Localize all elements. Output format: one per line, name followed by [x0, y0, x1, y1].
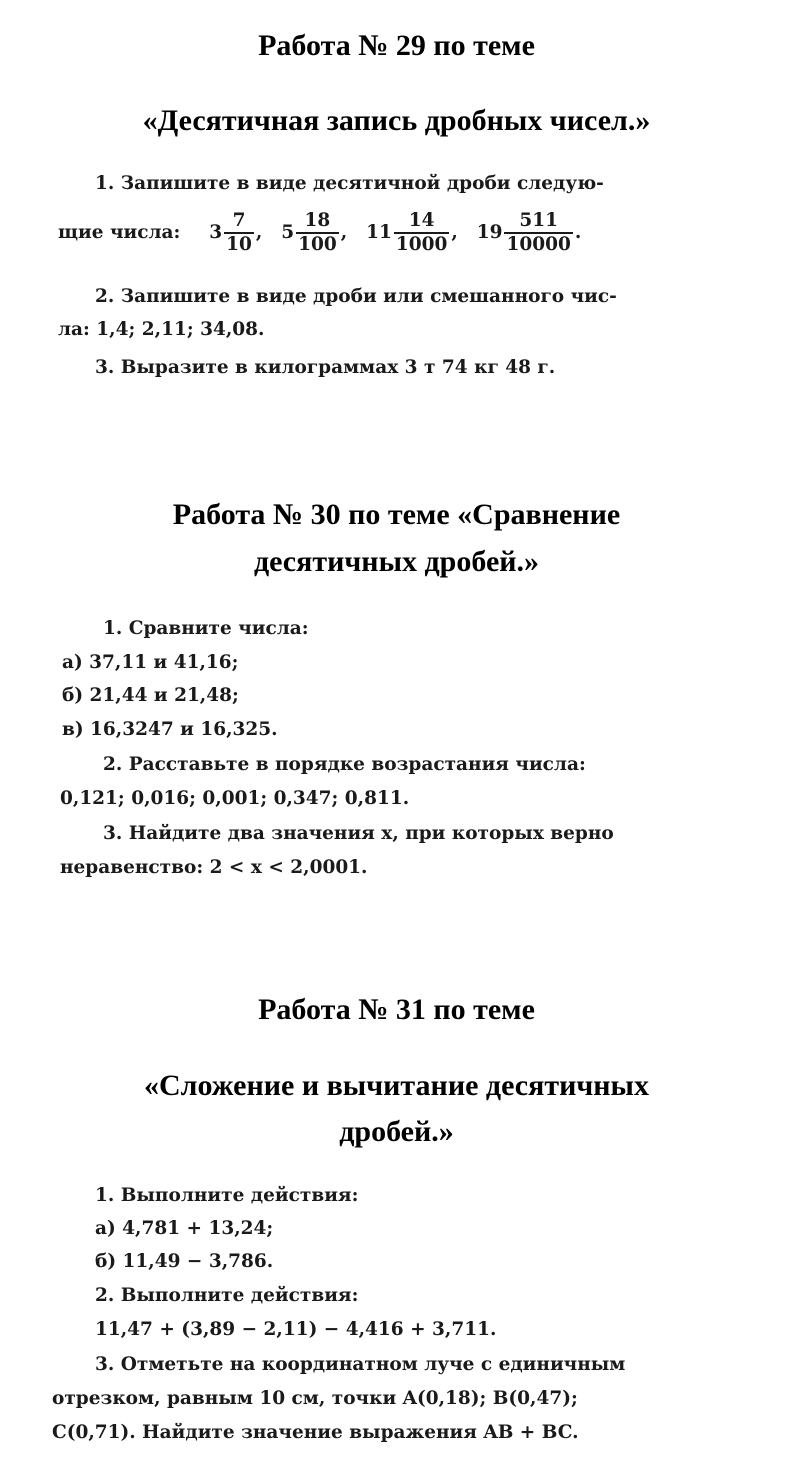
- work29-title-line2: «Десятичная запись дробных чисел.»: [142, 104, 651, 137]
- work31-task2: 2. Выполните действия:: [95, 1285, 359, 1306]
- work30-title-line2: десятичных дробей.»: [253, 545, 540, 578]
- fraction: $\frac{14}{1000}$: [395, 210, 448, 255]
- work29-task1-line1: [95, 172, 775, 196]
- work30-task2-line1: 2. Расставьте в порядке возрастания числа:: [103, 754, 586, 775]
- fraction-item: 11 $\frac{14}{1000}$ ,: [366, 210, 458, 255]
- work29-task2-line1: 2. Запишите в виде дроби или смешанного чис-: [95, 286, 617, 307]
- work30-title-line1: Работа № 30 по теме «Сравнение: [172, 498, 621, 531]
- work29-task1-text: 1. Запишите в виде десятичной дроби следую-: [95, 173, 604, 194]
- fraction: $\frac{18}{100}$: [298, 210, 337, 255]
- work29-task3: 3. Выразите в килограммах 3 т 74 кг 48 г.: [95, 357, 556, 378]
- work30-task2-line2: 0,121; 0,016; 0,001; 0,347; 0,811.: [60, 788, 410, 809]
- work31-task3-line2: отрезком, равным 10 см, точки A(0,18); B(0,47);: [52, 1388, 578, 1409]
- work29-title-line1: Работа № 29 по теме: [258, 29, 535, 62]
- fraction-item: 3 $\frac{7}{10}$ ,: [209, 210, 263, 255]
- work31-title-line3: дробей.»: [339, 1115, 454, 1148]
- fraction-item: 19 $\frac{511}{10000}$ .: [476, 210, 582, 255]
- work29-task1-line2: [58, 210, 581, 256]
- fraction-item: 5 $\frac{18}{100}$ ,: [281, 210, 348, 255]
- fraction: $\frac{511}{10000}$: [506, 210, 571, 255]
- work31-task1-a: а) 4,781 + 13,24;: [95, 1218, 274, 1239]
- work31-title-line1: Работа № 31 по теме: [258, 993, 535, 1026]
- work29-task1-prefix: щие числа:: [58, 222, 181, 243]
- work30-task3-line1: 3. Найдите два значения x, при которых верно: [103, 823, 614, 844]
- work30-task3-line2: неравенство: 2 < x < 2,0001.: [60, 857, 368, 878]
- work29-task2-line2: ла: 1,4; 2,11; 34,08.: [58, 319, 265, 340]
- work30-task1-a: а) 37,11 и 41,16;: [62, 652, 239, 673]
- work31-task1-b: б) 11,49 − 3,786.: [95, 1251, 274, 1272]
- work31-task3-line1: 3. Отметьте на координатном луче с единичным: [95, 1354, 626, 1375]
- work31-task2-expression: 11,47 + (3,89 − 2,11) − 4,416 + 3,711.: [95, 1319, 497, 1340]
- work31-task3-line3: C(0,71). Найдите значение выражения AB + BC.: [52, 1422, 579, 1443]
- fraction: $\frac{7}{10}$: [226, 210, 252, 255]
- work31-title-line2: «Сложение и вычитание десятичных: [144, 1069, 649, 1102]
- work30-task1-c: в) 16,3247 и 16,325.: [62, 719, 278, 740]
- work30-task1: 1. Сравните числа:: [103, 618, 309, 639]
- work31-task1: 1. Выполните действия:: [95, 1185, 359, 1206]
- work30-task1-b: б) 21,44 и 21,48;: [62, 685, 239, 706]
